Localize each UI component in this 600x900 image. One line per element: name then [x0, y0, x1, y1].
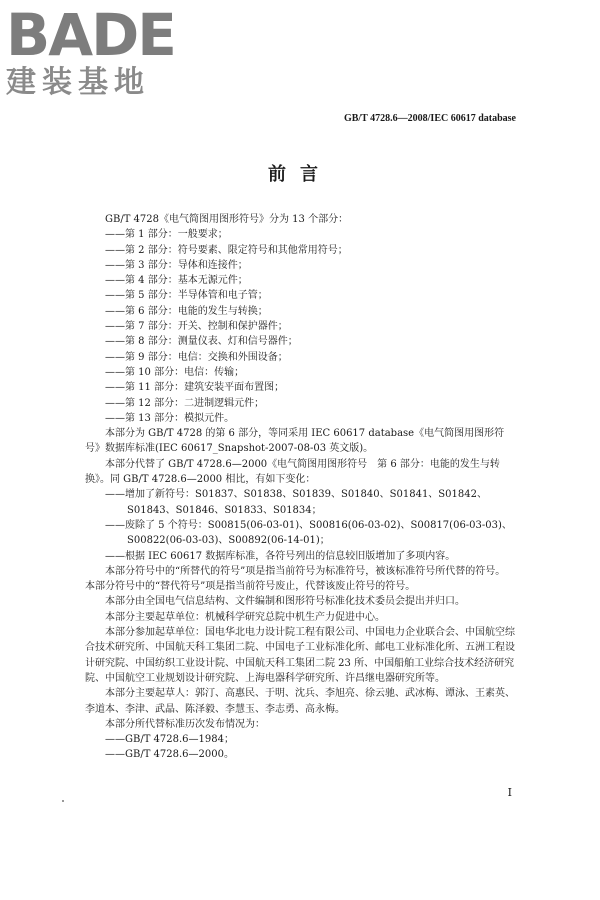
- list-item: ——第 7 部分：开关、控制和保护器件；: [105, 321, 288, 333]
- scan-speck: [62, 800, 64, 802]
- participants-paragraph: 本部分参加起草单位：国电华北电力设计院工程有限公司、中国电力企业联合会、中国航空综合技术研究所、中国航天科工集团二院、中国电子工业标准化所、邮电工业标准化所、五洲工程设计研究院、中国纺织工业设计院、中国航天科工集团二院 23 所、中国船舶工业综合技术经济研究院、中国航空工业规划设计研究院、上海电器科学研究所、许昌继电器研究所等。: [85, 627, 515, 684]
- history-list: [85, 732, 515, 763]
- list-item: ——第 4 部分：基本无源元件；: [105, 275, 248, 287]
- list-item: ——第 13 部分：模拟元件。: [105, 412, 235, 424]
- intro-paragraph: GB/T 4728《电气简图用图形符号》分为 13 个部分：: [105, 214, 349, 225]
- list-item: ——第 8 部分：测量仪表、灯和信号器件；: [105, 336, 298, 348]
- replacement-paragraph: 本部分代替了 GB/T 4728.6—2000《电气简图用图形符号 第 6 部分：电能的发生与转换》。同 GB/T 4728.6—2000 相比，有如下变化：: [85, 458, 500, 486]
- document-body: [85, 212, 515, 763]
- proposer-paragraph: 本部分由全国电气信息结构、文件编制和图形符号标准化技术委员会提出并归口。: [105, 596, 465, 608]
- list-item: ——第 2 部分：符号要素、限定符号和其他常用符号；: [105, 244, 348, 256]
- list-item: ——增加了新符号：S01837、S01838、S01839、S01840、S01841、S01842、S01843、S01846、S01833、S01834；: [105, 489, 487, 516]
- list-item: ——第 1 部分：一般要求；: [105, 229, 228, 241]
- main-drafter-paragraph: 本部分主要起草单位：机械科学研究总院中机生产力促进中心。: [105, 611, 385, 623]
- list-item: ——第 9 部分：电信：交换和外围设备；: [105, 351, 288, 363]
- logo-wordmark: BADE: [6, 1, 175, 69]
- page-title: 前言: [268, 164, 332, 185]
- list-item: ——第 12 部分：二进制逻辑元件；: [105, 397, 265, 409]
- adoption-paragraph: 本部分为 GB/T 4728 的第 6 部分，等同采用 IEC 60617 database《电气简图用图形符号》数据库标准(IEC 60617_Snapshot-2007-08-03 英文版)。: [85, 428, 505, 455]
- list-item: ——第 3 部分：导体和连接件；: [105, 259, 248, 271]
- logo-subtitle: 建装基地: [6, 65, 150, 100]
- history-paragraph: 本部分所代替标准历次发布情况为：: [105, 718, 265, 730]
- page-number: I: [507, 786, 512, 799]
- list-item: ——GB/T 4728.6—1984；: [105, 734, 234, 746]
- list-item: ——第 6 部分：电能的发生与转换；: [105, 305, 268, 317]
- list-item: ——根据 IEC 60617 数据库标准，各符号列出的信息较旧版增加了多项内容。: [105, 550, 456, 562]
- symbols-paragraph: 本部分符号中的“所替代的符号”项是指当前符号为标准符号，被该标准符号所代替的符号。本部分符号中的“替代符号”项是指当前符号废止，代替该废止符号的符号。: [85, 565, 506, 593]
- list-item: ——废除了 5 个符号：S00815(06-03-01)、S00816(06-03-02)、S00817(06-03-03)、S00822(06-03-03)、S00892(06-14-01)；: [105, 519, 512, 547]
- list-item: ——第 10 部分：电信：传输；: [105, 366, 245, 378]
- standard-code: GB/T 4728.6—2008/IEC 60617 database: [343, 113, 516, 124]
- drafters-paragraph: 本部分主要起草人：郭汀、高惠民、于明、沈兵、李旭亮、徐云驰、武冰梅、谭泳、王素英、李道本、李津、武晶、陈泽毅、李慧玉、李志勇、高永梅。: [85, 688, 515, 715]
- list-item: ——GB/T 4728.6—2000。: [105, 749, 234, 761]
- list-item: ——第 11 部分：建筑安装平面布置图；: [105, 382, 285, 394]
- list-item: ——第 5 部分：半导体管和电子管；: [105, 290, 268, 302]
- changes-list: [85, 487, 515, 563]
- site-logo: [6, 1, 186, 100]
- parts-list: [85, 227, 515, 426]
